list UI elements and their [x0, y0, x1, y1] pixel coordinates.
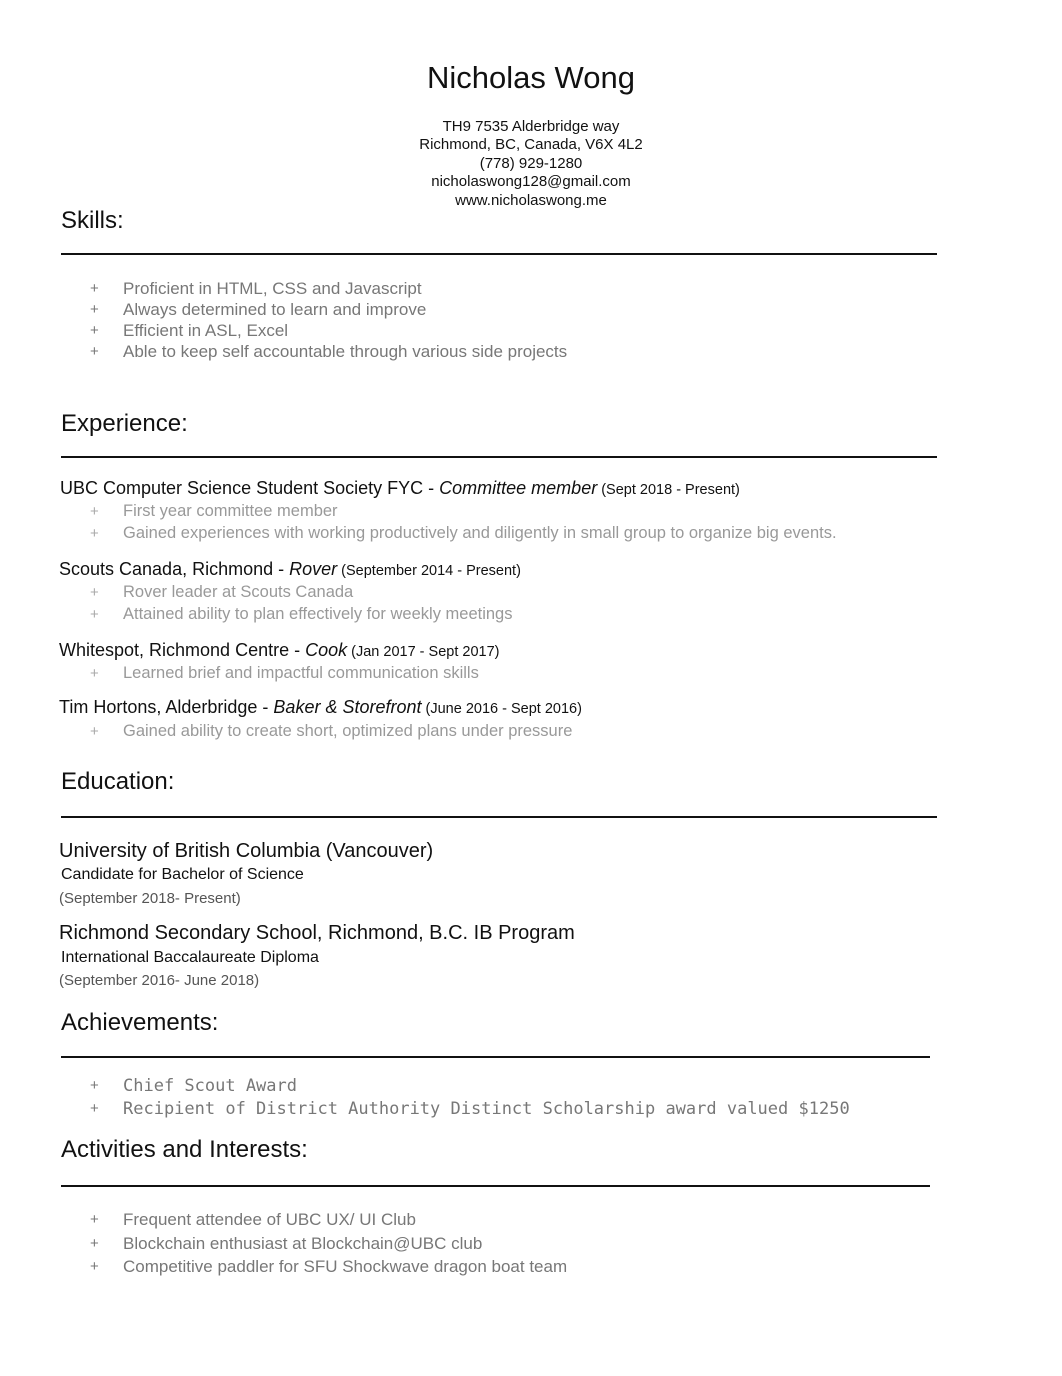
experience-divider	[61, 456, 937, 458]
plus-icon: +	[90, 343, 99, 360]
phone-number: (778) 929-1280	[479, 154, 583, 172]
website-url: www.nicholaswong.me	[455, 191, 607, 209]
education-dates: (September 2018- Present)	[59, 890, 241, 907]
activity-text: Frequent attendee of UBC UX/ UI Club	[123, 1210, 416, 1229]
address-line-1: TH9 7535 Alderbridge way	[442, 118, 620, 135]
list-item	[90, 320, 567, 341]
email-address: nicholaswong128@gmail.com	[431, 173, 631, 191]
list-item	[90, 1255, 567, 1279]
job-role: Rover	[289, 559, 338, 579]
skill-text: Able to keep self accountable through various side projects	[123, 342, 568, 361]
plus-icon: +	[90, 1258, 99, 1275]
job-role: Baker & Storefront	[273, 697, 422, 717]
plus-icon: +	[90, 503, 99, 520]
job-role: Committee member	[439, 478, 598, 498]
education-heading: Education:	[61, 768, 175, 795]
job-org: UBC Computer Science Student Society FYC -	[60, 478, 440, 498]
job-title-line	[60, 478, 740, 499]
list-item	[90, 501, 837, 523]
plus-icon: +	[90, 280, 99, 297]
job-points	[90, 721, 572, 743]
plus-icon: +	[90, 524, 99, 542]
job-point-text: Gained ability to create short, optimized plans under pressure	[123, 722, 573, 740]
job-points	[90, 663, 479, 685]
plus-icon: +	[90, 665, 99, 682]
list-item	[90, 341, 567, 362]
job-point-text: Learned brief and impactful communication skills	[123, 664, 479, 682]
job-point-text: Gained experiences with working productively and diligently in small group to organize big events.	[123, 523, 837, 542]
job-dates: (September 2014 - Present)	[337, 563, 521, 579]
list-item	[90, 1232, 567, 1256]
plus-icon: +	[90, 301, 99, 318]
achievements-heading: Achievements:	[61, 1009, 219, 1036]
plus-icon: +	[90, 1099, 99, 1117]
list-item	[90, 1075, 850, 1098]
list-item	[90, 1098, 850, 1121]
job-org: Scouts Canada, Richmond -	[59, 559, 290, 579]
skills-list	[90, 278, 567, 362]
plus-icon: +	[90, 1211, 99, 1228]
job-dates: (Sept 2018 - Present)	[597, 482, 740, 498]
plus-icon: +	[90, 723, 99, 740]
job-title-line	[59, 640, 499, 661]
achievements-divider	[61, 1056, 930, 1058]
job-dates: (Jan 2017 - Sept 2017)	[347, 644, 500, 660]
achievement-text: Chief Scout Award	[123, 1076, 297, 1096]
plus-icon: +	[90, 1077, 99, 1094]
job-point-text: Rover leader at Scouts Canada	[123, 583, 354, 601]
plus-icon: +	[90, 605, 99, 623]
plus-icon: +	[90, 1234, 99, 1252]
job-points	[90, 582, 512, 625]
degree-name: International Baccalaureate Diploma	[61, 949, 319, 966]
activities-list	[90, 1208, 567, 1279]
degree-name: Candidate for Bachelor of Science	[61, 866, 304, 883]
education-divider	[61, 816, 937, 818]
list-item	[90, 604, 512, 626]
list-item	[90, 1208, 567, 1232]
job-org: Tim Hortons, Alderbridge -	[59, 697, 274, 717]
skill-text: Proficient in HTML, CSS and Javascript	[123, 279, 422, 298]
activities-divider	[61, 1185, 930, 1187]
plus-icon: +	[90, 584, 99, 601]
job-role: Cook	[305, 640, 348, 660]
skills-divider	[61, 253, 937, 255]
skill-text: Efficient in ASL, Excel	[123, 321, 289, 340]
job-title-line	[59, 559, 521, 580]
activity-text: Blockchain enthusiast at Blockchain@UBC club	[123, 1233, 483, 1253]
skill-text: Always determined to learn and improve	[123, 300, 427, 319]
job-org: Whitespot, Richmond Centre -	[59, 640, 306, 660]
job-points	[90, 501, 837, 544]
list-item	[90, 523, 837, 545]
list-item	[90, 582, 512, 604]
experience-heading: Experience:	[61, 410, 188, 437]
list-item	[90, 721, 572, 743]
school-name: Richmond Secondary School, Richmond, B.C. IB Program	[59, 922, 575, 944]
list-item	[90, 278, 567, 299]
list-item	[90, 663, 479, 685]
achievements-list	[90, 1075, 850, 1120]
school-name: University of British Columbia (Vancouver)	[59, 840, 434, 862]
contact-block	[0, 118, 1062, 210]
list-item	[90, 299, 567, 320]
job-point-text: First year committee member	[123, 502, 338, 520]
skills-heading: Skills:	[61, 207, 124, 234]
activity-text: Competitive paddler for SFU Shockwave dragon boat team	[123, 1257, 568, 1276]
plus-icon: +	[90, 322, 99, 339]
job-point-text: Attained ability to plan effectively for weekly meetings	[123, 604, 513, 623]
job-title-line	[59, 697, 582, 718]
achievement-text: Recipient of District Authority Distinct Scholarship award valued $1250	[123, 1098, 850, 1119]
activities-heading: Activities and Interests:	[61, 1136, 308, 1163]
resume-name: Nicholas Wong	[427, 60, 635, 95]
education-dates: (September 2016- June 2018)	[59, 972, 260, 989]
job-dates: (June 2016 - Sept 2016)	[421, 701, 582, 717]
address-line-2: Richmond, BC, Canada, V6X 4L2	[419, 136, 643, 154]
